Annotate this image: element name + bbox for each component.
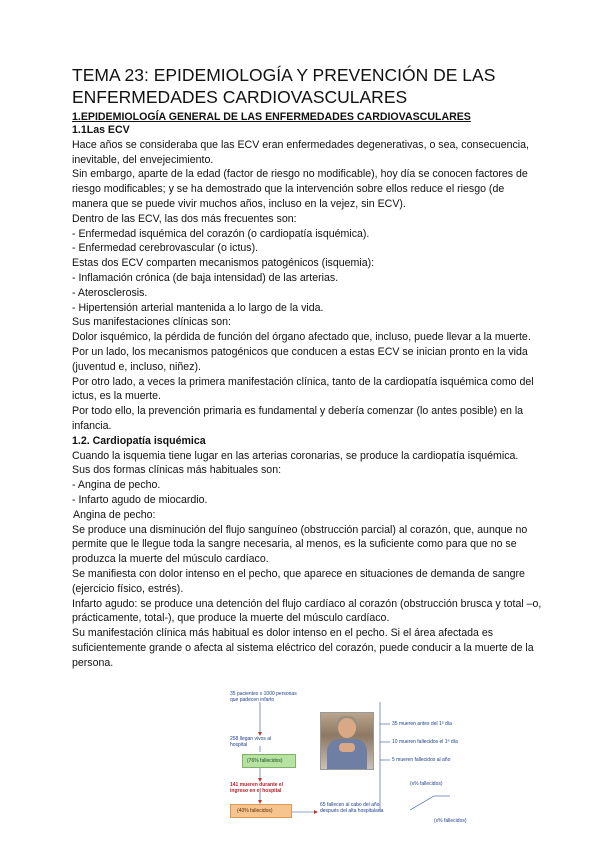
paragraph: Por todo ello, la prevención primaria es fundamental y debería comenzar (lo antes posible) en la infancia. — [72, 405, 524, 432]
list-item: - Angina de pecho. — [72, 479, 161, 492]
connector-line — [410, 796, 434, 810]
figure-top-label: 35 pacientes x 1000 personas que padecen infarto — [230, 691, 297, 703]
paragraph: Cuando la isquemia tiene lugar en las arterias coronarias, se produce la cardiopatía isquémica. — [72, 449, 519, 462]
figure-orange-box: (40% fallecidos) — [230, 804, 292, 818]
figure-green-box: (76% fallecidos) — [242, 754, 296, 768]
figure-bottom-label: 65 fallecen al cabo del año después del alta hospitalaria — [320, 802, 384, 814]
paragraph: Se produce una disminución del flujo sanguíneo (obstrucción parcial) al corazón, que, aunque no permite que le llegue toda la sangre necesaria, al menos, es la suficiente como para que no se produzca la muerte del músculo cardíaco. — [72, 523, 528, 566]
paragraph: Angina de pecho: — [73, 508, 156, 521]
figure-right-label-3: 5 mueren fallecidos al año — [392, 757, 451, 763]
list-item: - Enfermedad cerebrovascular (o ictus). — [72, 242, 259, 255]
figure-bottom-label-2: (x% fallecidos) — [434, 818, 467, 824]
figure-right-label-4: (x% fallecidos) — [410, 781, 443, 787]
paragraph: Por otro lado, a veces la primera manifestación clínica, tanto de la cardiopatía isquémica como del ictus, es la muerte. — [72, 375, 534, 403]
list-item: - Inflamación crónica (de baja intensidad) de las arterias. — [72, 271, 339, 284]
paragraph: Se manifiesta con dolor intenso en el pecho, que aparece en situaciones de demanda de sangre (ejercicio físico, estrés). — [72, 567, 525, 595]
document-page — [72, 64, 542, 670]
subheading-las-ecv: 1.1Las ECV — [72, 124, 130, 136]
list-item: - Infarto agudo de miocardio. — [72, 493, 208, 506]
subheading-cardiopatia-isquemica: 1.2. Cardiopatía isquémica — [72, 434, 206, 447]
figure-right-label-2: 10 mueren fallecidos el 1ª día — [392, 739, 458, 745]
figure-arrived-alive-label: 258 llegan vivos al hospital — [230, 736, 272, 748]
list-item: - Enfermedad isquémica del corazón (o cardiopatía isquémica). — [72, 227, 370, 240]
list-item: - Hipertensión arterial mantenida a lo largo de la vida. — [72, 301, 324, 314]
document-title: TEMA 23: EPIDEMIOLOGÍA Y PREVENCIÓN DE LAS ENFERMEDADES CARDIOVASCULARES — [72, 65, 496, 107]
paragraph: Sin embargo, aparte de la edad (factor de riesgo no modificable), hoy día se conocen factores de riesgo modificables; y se ha demostrado que la intervención sobre ellos reduce el riesgo (de manera que se puede vivir muchos años, incluso en la vejez, sin ECV). — [72, 168, 528, 210]
list-item: - Aterosclerosis. — [72, 286, 148, 299]
figure-right-label-1: 35 mueren antes del 1ª día — [392, 721, 452, 727]
paragraph: Sus manifestaciones clínicas son: — [72, 316, 231, 329]
paragraph: Estas dos ECV comparten mecanismos patogénicos (isquemia): — [72, 257, 375, 270]
paragraph: Su manifestación clínica más habitual es dolor intenso en el pecho. Si el área afectada es suficientemente grande o afecta al sistema eléctrico del corazón, puede conducir a la muerte de la persona. — [72, 627, 534, 669]
paragraph: Dentro de las ECV, las dos más frecuentes son: — [72, 212, 297, 225]
paragraph: Dolor isquémico, la pérdida de función del órgano afectado que, incluso, puede llevar a la muerte. — [72, 331, 531, 344]
section-1-1-body — [72, 138, 542, 434]
patient-photo — [320, 712, 374, 770]
section-1-2-body — [72, 449, 542, 671]
paragraph: Sus dos formas clínicas más habituales son: — [72, 464, 282, 477]
infarct-outcome-figure — [220, 688, 502, 828]
arrowhead — [314, 810, 318, 814]
figure-hospital-deaths-label: 141 mueren durante el ingreso en el hospital — [230, 782, 284, 794]
paragraph: Por un lado, los mecanismos patogénicos que conducen a estas ECV se inician pronto en la vida (juventud e, incluso, niñez). — [72, 345, 528, 373]
paragraph: Infarto agudo: se produce una detención del flujo cardíaco al corazón (obstrucción brusca y total –o, prácticamente, total-), que produce la muerte del músculo cardíaco. — [72, 597, 542, 625]
section-heading-epidemiologia: 1.EPIDEMIOLOGÍA GENERAL DE LAS ENFERMEDADES CARDIOVASCULARES — [72, 111, 471, 123]
paragraph: Hace años se consideraba que las ECV eran enfermedades degenerativas, o sea, consecuencia, inevitable, del envejecimiento. — [72, 138, 529, 166]
